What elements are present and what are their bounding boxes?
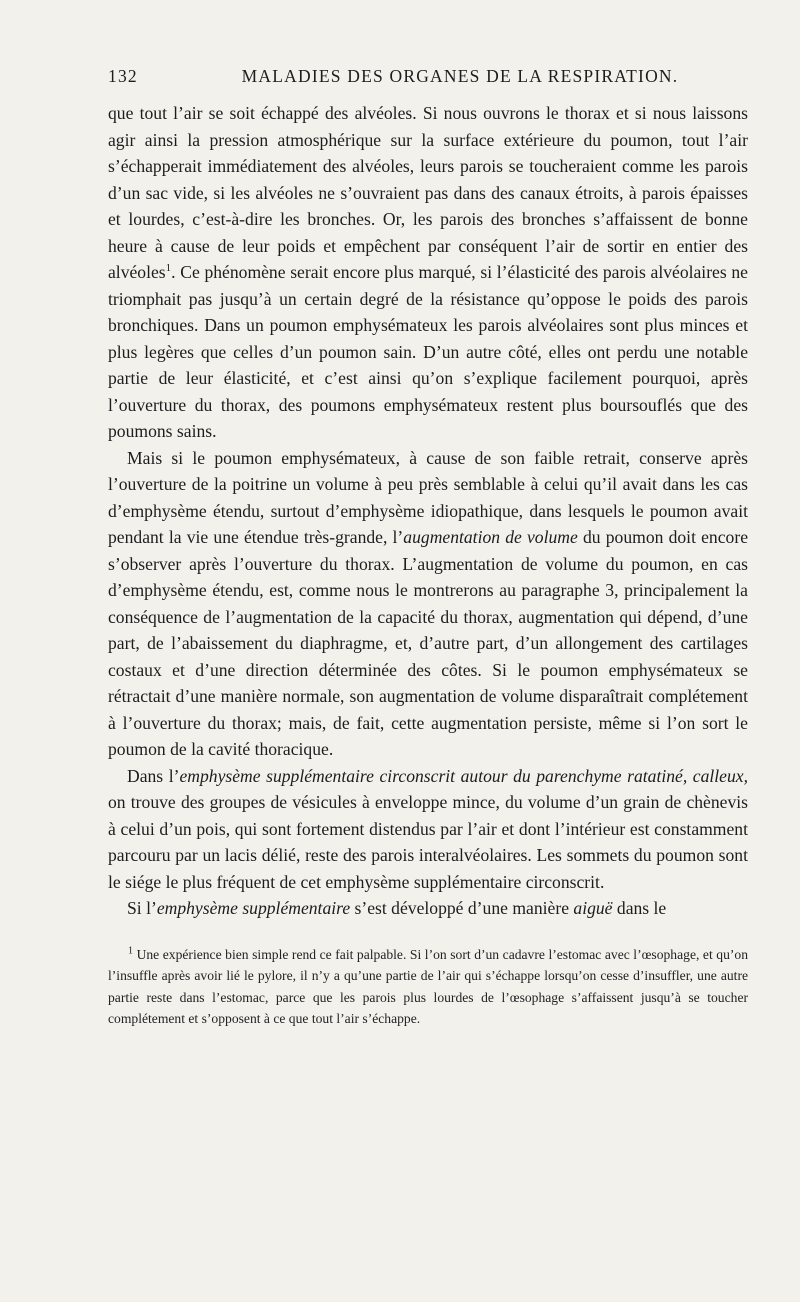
running-head	[108, 66, 748, 100]
paragraph-4-emphasis-a: emphysème supplémentaire	[156, 898, 351, 918]
paragraph-2	[108, 445, 748, 763]
paragraph-1	[108, 100, 748, 445]
paragraph-3	[108, 763, 748, 896]
paragraph-4-text-c: dans le	[612, 898, 667, 918]
page-number: 132	[108, 66, 138, 86]
footnote-marker: 1	[128, 944, 133, 956]
paragraph-4-text-b: s’est développé d’une manière	[350, 898, 574, 918]
paragraph-4	[108, 895, 748, 922]
footnote-text: Une expérience bien simple rend ce fait palpable. Si l’on sort d’un cadavre l’estomac avec l’œsophage, et qu’on l’insuffle après avoir lié le pylore, il n’y a qu’une partie de l’air qui s’échappe lorsqu’on cesse d’insuffler, une autre partie reste dans l’estomac, parce que les parois plus lourdes de l’œsophage s’affaissent jusqu’à se toucher complétement et s’opposent à ce que tout l’air s’échappe.	[108, 946, 748, 1027]
paragraph-2-emphasis: augmentation de volume	[403, 527, 578, 547]
body-text	[108, 100, 748, 922]
paragraph-2-text-b: du poumon doit encore s’observer après l’ouverture du thorax. L’augmentation de volume du poumon, en cas d’emphysème étendu, est, comme nous le montrerons au paragraphe 3, principalement la conséquence de l’augmentation de la capacité du thorax, augmentation qui dépend, d’une part, de l’abaissement du diaphragme, et, d’autre part, d’un allongement des cartilages costaux et d’une direction déterminée des côtes. Si le poumon emphysémateux se rétractait d’une manière normale, son augmentation de volume disparaîtrait complétement à l’ouverture du thorax; mais, de fait, cette augmentation persiste, même si l’on sort le poumon de la cavité thoracique.	[108, 527, 749, 759]
paragraph-4-text-a: Si l’	[127, 898, 157, 918]
paragraph-2-text-a: Mais si le poumon emphysémateux, à cause de son faible retrait, conserve après l’ouverture de la poitrine un volume à peu près semblable à celui qu’il avait dans les cas d’emphysème étendu, surtout d’emphysème idiopathique, dans lesquels le poumon avait pendant la vie une étendue très-grande, l’	[108, 447, 748, 547]
book-page	[108, 66, 748, 1030]
paragraph-4-emphasis-b: aiguë	[573, 898, 613, 918]
paragraph-3-text-a: Dans l’	[127, 765, 180, 786]
footnote	[108, 944, 748, 1030]
paragraph-1-text: que tout l’air se soit échappé des alvéoles. Si nous ouvrons le thorax et si nous laissons agir ainsi la pression atmosphérique sur la surface extérieure du poumon, tout l’air s’échapperait immédiatement des alvéoles, leurs parois se toucheraient comme les parois d’un sac vide, si les alvéoles ne s’ouvraient pas dans des canaux étroits, à parois épaisses et lourdes, c’est-à-dire les bronches. Or, les parois des bronches s’affaissent de bonne heure à cause de leur poids et empêchent par conséquent l’air de sortir en entier des alvéoles	[108, 103, 748, 282]
paragraph-1-continuation: . Ce phénomène serait encore plus marqué, si l’élasticité des parois alvéolaires ne triomphait pas jusqu’à un certain degré de la résistance qu’oppose le poids des parois bronchiques. Dans un poumon emphysémateux les parois alvéolaires sont plus minces et plus legères que celles d’un poumon sain. D’un autre côté, elles ont perdu une notable partie de leur élasticité, et c’est ainsi qu’on s’explique facilement pourquoi, après l’ouverture du thorax, des poumons emphysémateux restent plus boursouflés que des poumons sains.	[108, 262, 748, 441]
running-title: MALADIES DES ORGANES DE LA RESPIRATION.	[241, 66, 679, 86]
paragraph-3-emphasis: emphysème supplémentaire circonscrit autour du parenchyme ratatiné, calleux,	[179, 765, 748, 786]
footnote-reference: 1	[165, 262, 172, 275]
paragraph-3-text-b: on trouve des groupes de vésicules à enveloppe mince, du volume d’un grain de chènevis à celui d’un pois, qui sont fortement distendus par l’air et dont l’intérieur est constamment parcouru par un lacis délié, reste des parois interalvéolaires. Les sommets du poumon sont le siége le plus fréquent de cet emphysème supplémentaire circonscrit.	[108, 792, 748, 892]
